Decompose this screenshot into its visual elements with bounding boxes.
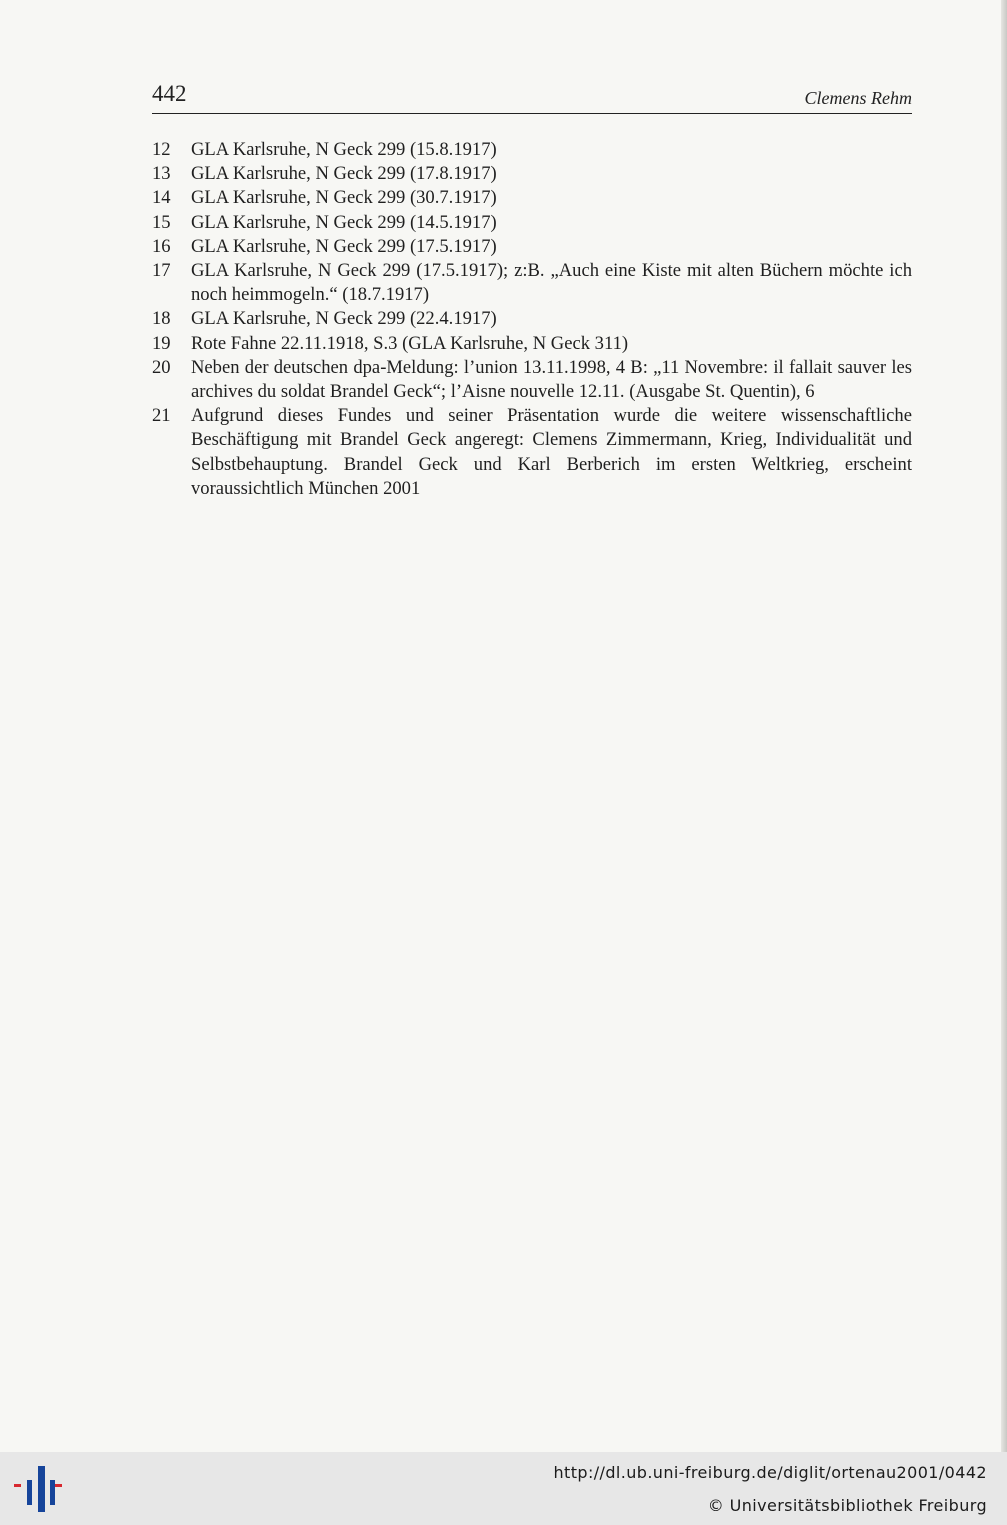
footnote-text: Neben der deutschen dpa-Meldung: l’union 13.11.1998, 4 B: „11 Novembre: il fallait sauver les archives du soldat Brandel Geck“; l’Aisne nouvelle 12.11. (Ausgabe St. Quentin), 6 bbox=[191, 356, 912, 403]
footnote-number: 20 bbox=[152, 356, 171, 378]
footnote-number: 16 bbox=[152, 235, 171, 257]
footnote-text: Aufgrund dieses Fundes und seiner Präsentation wurde die weitere wissenschaftliche Beschäftigung mit Brandel Geck angeregt: Clemens Zimmermann, Krieg, Individualität und Selbstbehauptung. Brandel Geck und Karl Berberich im ersten Weltkrieg, erscheint voraussichtlich München 2001 bbox=[191, 405, 912, 499]
running-head-author: Clemens Rehm bbox=[804, 88, 912, 108]
footnote-18 bbox=[152, 307, 912, 331]
permalink-url[interactable]: http://dl.ub.uni-freiburg.de/diglit/ortenau2001/0442 bbox=[553, 1463, 987, 1482]
footnote-12 bbox=[152, 138, 912, 162]
footnote-number: 18 bbox=[152, 308, 171, 330]
footnote-number: 13 bbox=[152, 163, 171, 185]
page-header bbox=[152, 80, 912, 116]
copyright-text: © Universitätsbibliothek Freiburg bbox=[707, 1496, 987, 1515]
footnote-text: GLA Karlsruhe, N Geck 299 (17.8.1917) bbox=[191, 163, 497, 185]
footnote-text: Rote Fahne 22.11.1918, S.3 (GLA Karlsruhe, N Geck 311) bbox=[191, 332, 629, 354]
footnote-number: 15 bbox=[152, 211, 171, 233]
page-edge-shadow bbox=[1001, 0, 1007, 1452]
footnote-number: 14 bbox=[152, 187, 171, 209]
footnote-number: 19 bbox=[152, 332, 171, 354]
university-library-logo-icon bbox=[12, 1466, 66, 1512]
page-number: 442 bbox=[152, 81, 187, 106]
viewer-footer bbox=[0, 1452, 1007, 1525]
footnote-16 bbox=[152, 235, 912, 259]
footnote-19 bbox=[152, 332, 912, 356]
footnote-text: GLA Karlsruhe, N Geck 299 (17.5.1917) bbox=[191, 235, 497, 257]
footnote-14 bbox=[152, 186, 912, 210]
footnote-13 bbox=[152, 162, 912, 186]
footnote-20 bbox=[152, 356, 912, 404]
footnote-text: GLA Karlsruhe, N Geck 299 (15.8.1917) bbox=[191, 139, 497, 160]
footnote-15 bbox=[152, 211, 912, 235]
footnotes-list bbox=[152, 138, 912, 501]
footnote-text: GLA Karlsruhe, N Geck 299 (22.4.1917) bbox=[191, 308, 497, 330]
footnote-text: GLA Karlsruhe, N Geck 299 (14.5.1917) bbox=[191, 211, 497, 233]
header-rule bbox=[152, 113, 912, 114]
footnote-21 bbox=[152, 404, 912, 501]
footnote-17 bbox=[152, 259, 912, 307]
footnote-number: 12 bbox=[152, 139, 171, 160]
footnote-text: GLA Karlsruhe, N Geck 299 (17.5.1917); z:B. „Auch eine Kiste mit alten Büchern möchte ich noch heimmogeln.“ (18.7.1917) bbox=[191, 260, 912, 306]
footnote-number: 17 bbox=[152, 260, 171, 282]
footnote-text: GLA Karlsruhe, N Geck 299 (30.7.1917) bbox=[191, 187, 497, 209]
footnote-number: 21 bbox=[152, 405, 171, 427]
